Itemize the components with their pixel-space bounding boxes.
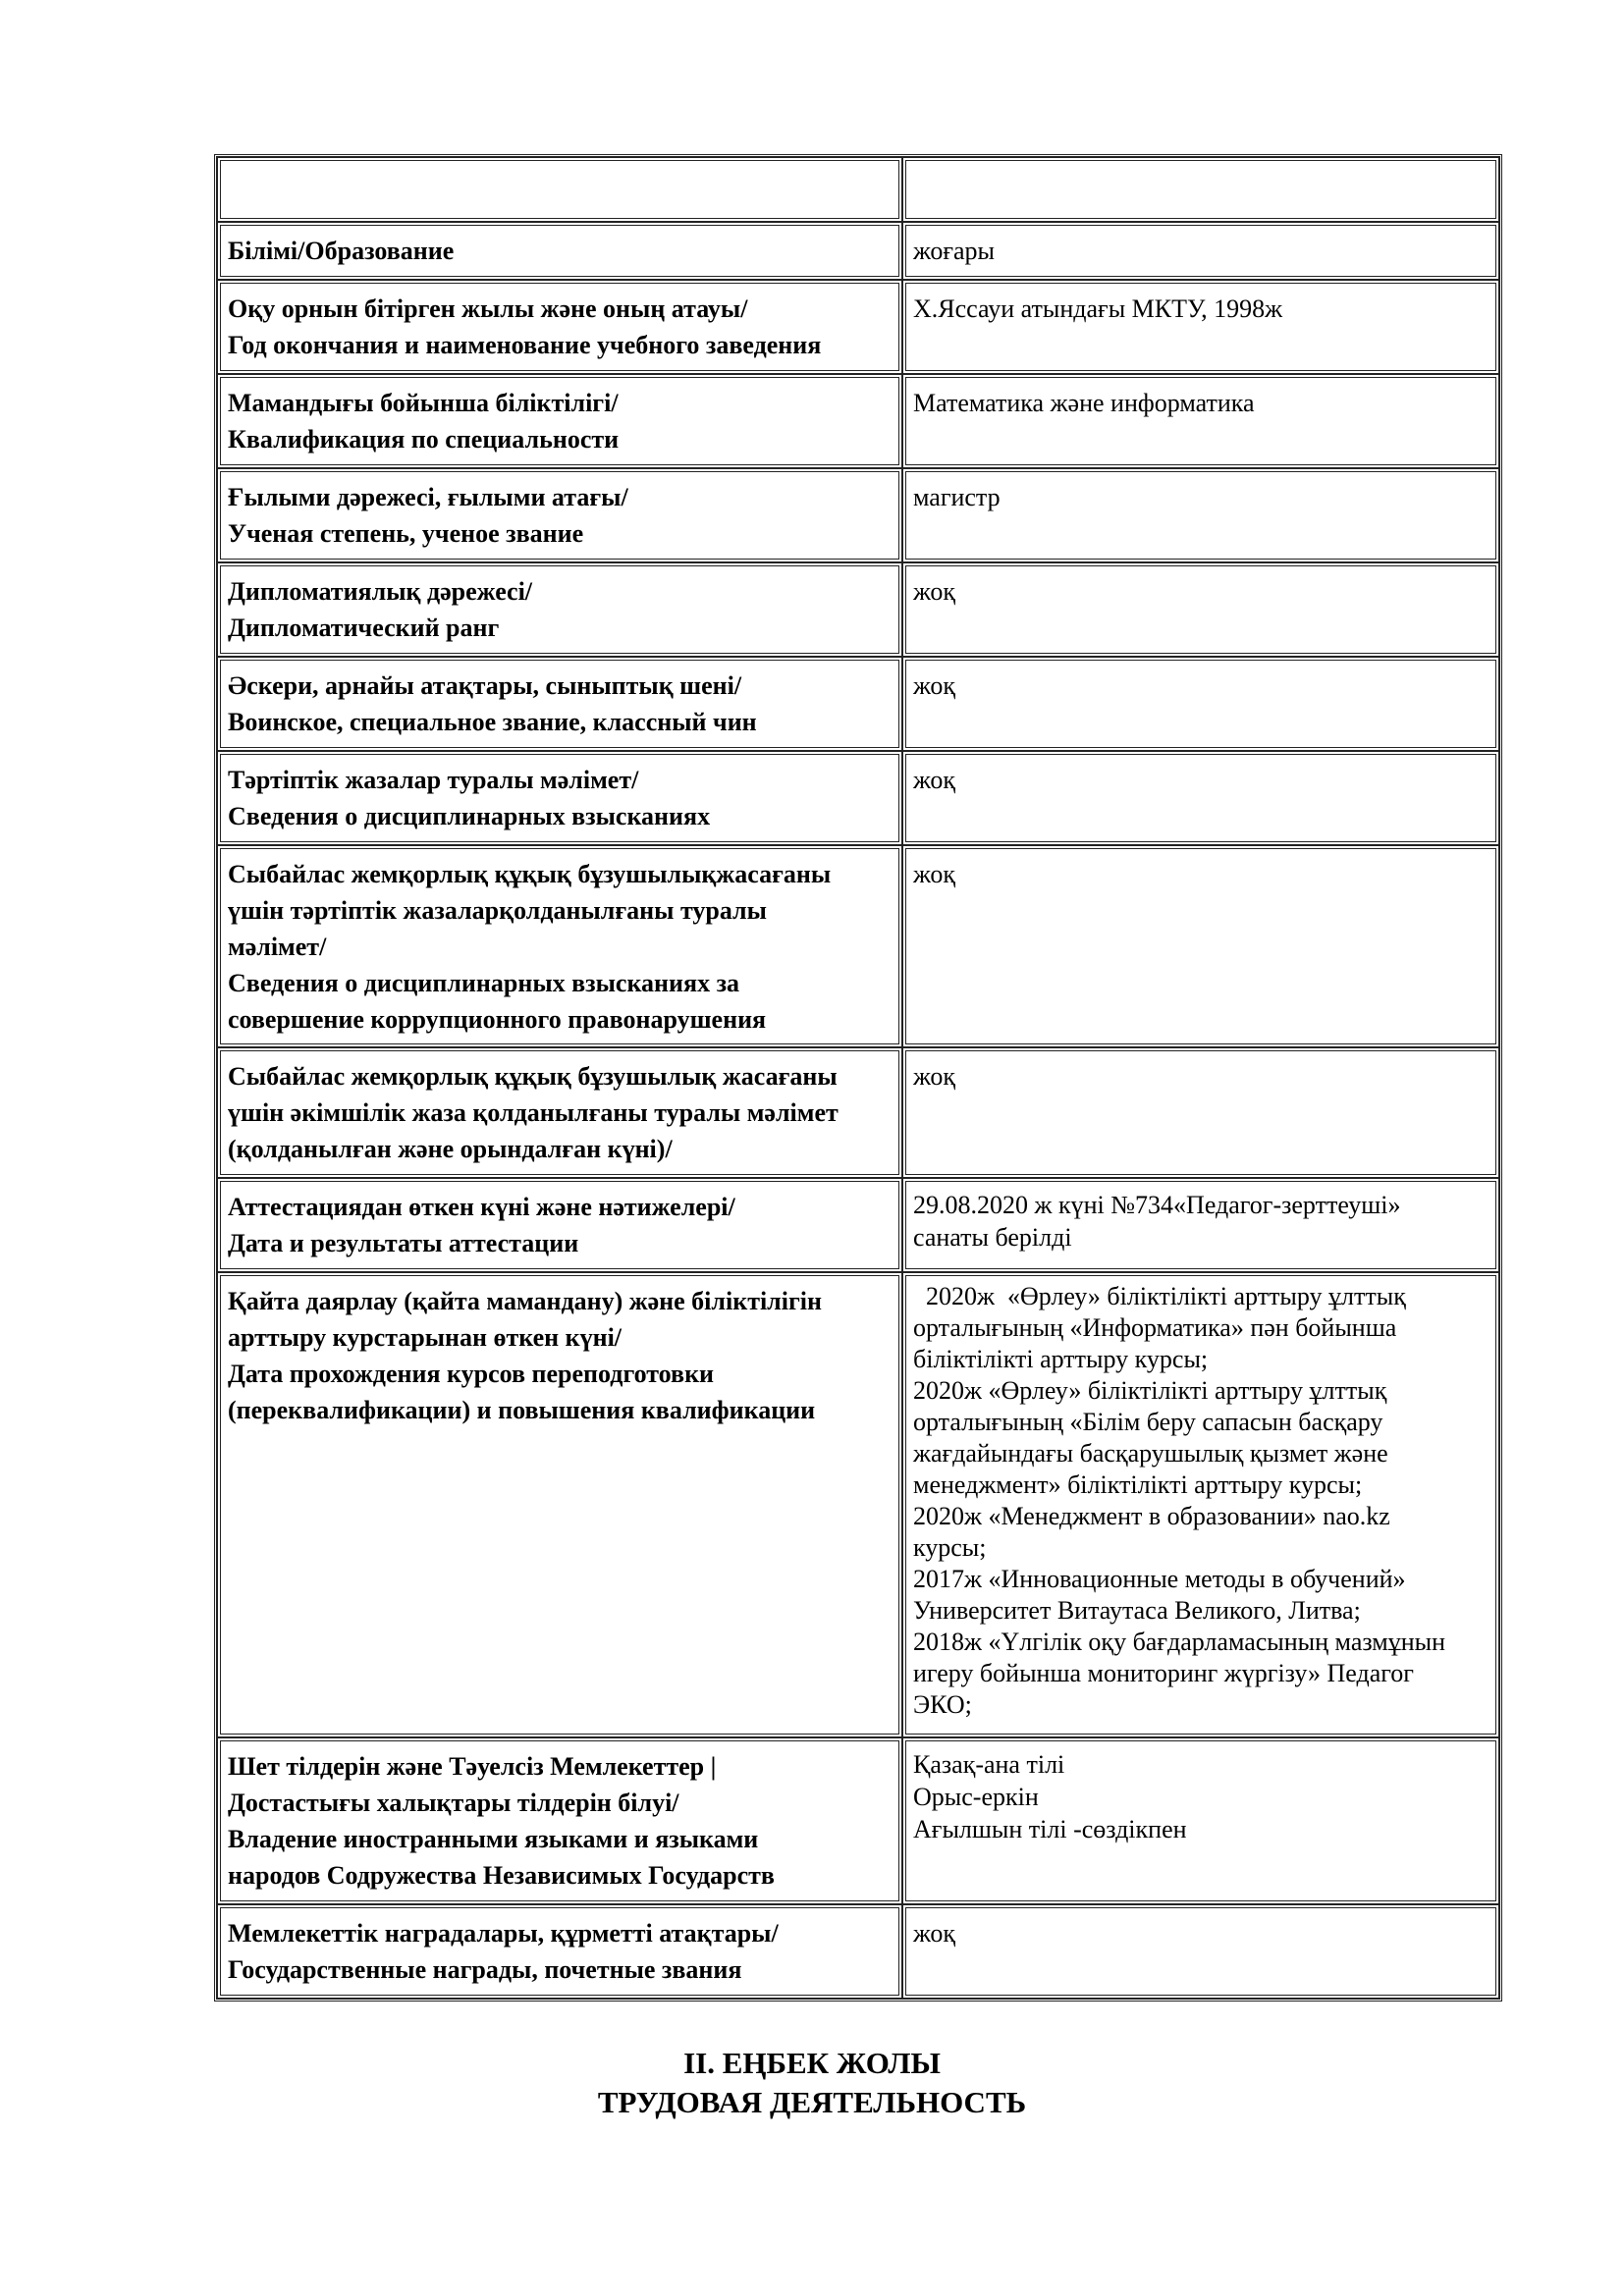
value-line: санаты берілді <box>913 1223 1072 1252</box>
field-label <box>217 1737 902 1904</box>
field-label <box>217 374 902 468</box>
value-line: 2020ж «Менеджмент в образовании» nao.kz <box>913 1502 1390 1530</box>
value-line: Орыс-еркін <box>913 1783 1039 1811</box>
label-line: Достастығы халықтары тілдерін білуі/ <box>228 1789 679 1817</box>
field-label <box>217 1047 902 1178</box>
table-row <box>217 374 1499 468</box>
label-line: үшін әкімшілік жаза қолданылғаны туралы мәлімет <box>228 1098 839 1127</box>
value-line: Х.Яссауи атындағы МКТУ, 1998ж <box>913 294 1283 323</box>
field-label <box>217 657 902 751</box>
value-line: Қазақ-ана тілі <box>913 1750 1065 1779</box>
table-row <box>217 657 1499 751</box>
value-line: игеру бойынша мониторинг жүргізу» Педагог <box>913 1659 1414 1687</box>
value-line: Ағылшын тілі -сөздікпен <box>913 1815 1187 1843</box>
label-line: Шет тілдерін және Тәуелсіз Мемлекеттер | <box>228 1752 717 1781</box>
label-line: Ғылыми дәрежесі, ғылыми атағы/ <box>228 483 628 511</box>
value-line: 29.08.2020 ж күні №734«Педагог-зерттеуші» <box>913 1191 1401 1219</box>
value-line: магистр <box>913 483 1001 511</box>
field-value <box>902 468 1499 562</box>
label-line: Квалификация по специальности <box>228 425 620 454</box>
label-line: үшін тәртіптік жазаларқолданылғаны туралы <box>228 896 767 925</box>
table-row <box>217 751 1499 845</box>
value-line: жоқ <box>913 766 955 794</box>
label-line: Білімі/Образование <box>228 237 455 265</box>
section-title <box>0 2044 1624 2122</box>
field-label <box>217 751 902 845</box>
field-value <box>902 562 1499 657</box>
label-line: Оқу орнын бітірген жылы және оның атауы/ <box>228 294 748 323</box>
label-line: Ученая степень, ученое звание <box>228 519 584 548</box>
field-value <box>902 1737 1499 1904</box>
field-value <box>902 657 1499 751</box>
label-line: Государственные награды, почетные звания <box>228 1955 742 1984</box>
label-line: народов Содружества Независимых Государств <box>228 1861 775 1890</box>
table-row <box>217 1272 1499 1737</box>
label-line: (қолданылған және орындалған күні)/ <box>228 1135 673 1163</box>
section-title-line-2: ТРУДОВАЯ ДЕЯТЕЛЬНОСТЬ <box>597 2085 1027 2119</box>
value-line: жоқ <box>913 671 955 700</box>
value-line: 2020ж «Өрлеу» біліктілікті арттыру ұлттық <box>913 1376 1387 1405</box>
table-row <box>217 222 1499 280</box>
label-line: Год окончания и наименование учебного заведения <box>228 331 822 359</box>
value-line: 2017ж «Инновационные методы в обучений» <box>913 1565 1406 1593</box>
value-line: жоқ <box>913 1062 955 1091</box>
label-line: Мемлекеттік наградалары, құрметті атақтары/ <box>228 1919 779 1948</box>
label-line: Сыбайлас жемқорлық құқық бұзушылық жасағаны <box>228 1062 838 1091</box>
table-row <box>217 157 1499 222</box>
field-value <box>902 280 1499 374</box>
table-row <box>217 1178 1499 1272</box>
value-line: жағдайындағы басқарушылық қызмет және <box>913 1439 1388 1468</box>
label-line: Сыбайлас жемқорлық құқық бұзушылықжасағаны <box>228 860 832 888</box>
table-row <box>217 468 1499 562</box>
value-line: Математика және информатика <box>913 389 1255 417</box>
label-line: мәлімет/ <box>228 933 327 961</box>
field-value <box>902 751 1499 845</box>
label-line: Воинское, специальное звание, классный чин <box>228 708 757 736</box>
value-line: Университет Витаутаса Великого, Литва; <box>913 1596 1361 1625</box>
value-line: ЭКО; <box>913 1690 972 1719</box>
label-line: Дипломатический ранг <box>228 614 500 642</box>
field-label <box>217 1272 902 1737</box>
label-line: совершение коррупционного правонарушения <box>228 1005 767 1034</box>
label-line: Владение иностранными языками и языками <box>228 1825 759 1853</box>
label-line: арттыру курстарынан өткен күні/ <box>228 1323 623 1352</box>
field-value <box>902 845 1499 1047</box>
field-value <box>902 1272 1499 1737</box>
label-line: Сведения о дисциплинарных взысканиях за <box>228 969 740 997</box>
table-row <box>217 1737 1499 1904</box>
table-row <box>217 1904 1499 1999</box>
table-row <box>217 562 1499 657</box>
field-label <box>217 222 902 280</box>
label-line: Мамандығы бойынша біліктілігі/ <box>228 389 619 417</box>
personal-info-table <box>214 154 1502 2002</box>
label-line: (переквалификации) и повышения квалификации <box>228 1396 816 1424</box>
table-row <box>217 1047 1499 1178</box>
label-line: Дата и результаты аттестации <box>228 1229 579 1257</box>
label-line: Қайта даярлау (қайта мамандану) және біліктілігін <box>228 1287 823 1315</box>
value-line: курсы; <box>913 1533 987 1562</box>
value-line: менеджмент» біліктілікті арттыру курсы; <box>913 1470 1363 1499</box>
label-line: Тәртіптік жазалар туралы мәлімет/ <box>228 766 639 794</box>
field-label <box>217 1178 902 1272</box>
field-label <box>217 845 902 1047</box>
section-title-line-1: II. ЕҢБЕК ЖОЛЫ <box>683 2046 941 2080</box>
field-label <box>217 1904 902 1999</box>
field-value <box>902 374 1499 468</box>
value-line: орталығының «Информатика» пән бойынша <box>913 1313 1397 1342</box>
value-line: жоқ <box>913 577 955 606</box>
table-row <box>217 845 1499 1047</box>
value-line: біліктілікті арттыру курсы; <box>913 1345 1209 1373</box>
field-value <box>902 157 1499 222</box>
value-line: 2020ж «Өрлеу» біліктілікті арттыру ұлттық <box>913 1282 1406 1310</box>
value-line: жоқ <box>913 860 955 888</box>
field-label <box>217 562 902 657</box>
table-row <box>217 280 1499 374</box>
field-value <box>902 1178 1499 1272</box>
value-line: жоғары <box>913 237 995 265</box>
value-line: жоқ <box>913 1919 955 1948</box>
label-line: Дата прохождения курсов переподготовки <box>228 1360 715 1388</box>
field-value <box>902 1904 1499 1999</box>
value-line: орталығының «Білім беру сапасын басқару <box>913 1408 1383 1436</box>
label-line: Дипломатиялық дәрежесі/ <box>228 577 533 606</box>
label-line: Әскери, арнайы атақтары, сыныптық шені/ <box>228 671 742 700</box>
field-label <box>217 468 902 562</box>
field-value <box>902 222 1499 280</box>
field-value <box>902 1047 1499 1178</box>
label-line: Сведения о дисциплинарных взысканиях <box>228 802 711 830</box>
value-line: 2018ж «Үлгілік оқу бағдарламасының мазмұнын <box>913 1628 1446 1656</box>
label-line: Аттестациядан өткен күні және нәтижелері/ <box>228 1193 735 1221</box>
field-label <box>217 280 902 374</box>
field-label <box>217 157 902 222</box>
